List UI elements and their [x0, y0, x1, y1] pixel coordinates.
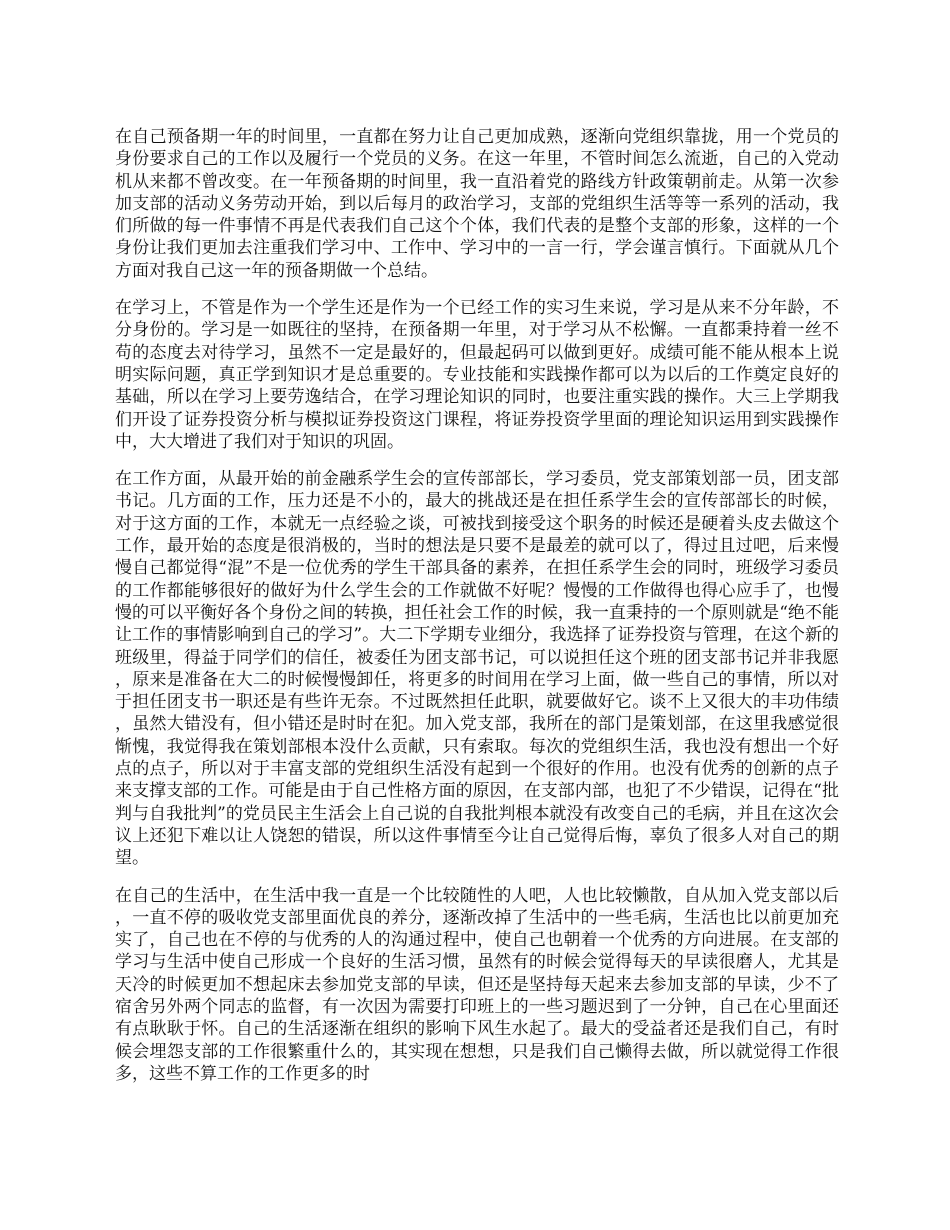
paragraph-work: 在工作方面，从最开始的前金融系学生会的宣传部部长，学习委员，党支部策划部一员，团支部书记。几方面的工作，压力还是不小的，最大的挑战还是在担任系学生会的宣传部部长的时候，对于这方面的工作，本就无一点经验之谈，可被找到接受这个职务的时候还是硬着头皮去做这个工作，最开始的态度是很消极的，当时的想法是只要不是最差的就可以了，得过且过吧，后来慢慢自己都觉得“混”不是一位优秀的学生干部具备的素养，在担任系学生会的同时，班级学习委员的工作都能够很好的做好为什么学生会的工作就做不好呢？慢慢的工作做得也得心应手了，也慢慢的可以平衡好各个身份之间的转换，担任社会工作的时候，我一直秉持的一个原则就是“绝不能让工作的事情影响到自己的学习”。大二下学期专业细分，我选择了证券投资与管理，在这个新的班级里，得益于同学们的信任，被委任为团支部书记，可以说担任这个班的团支部书记并非我愿，原来是准备在大二的时候慢慢卸任，将更多的时间用在学习上面，做一些自己的事情，所以对于担任团支书一职还是有些许无奈。不过既然担任此职，就要做好它。谈不上又很大的丰功伟绩，虽然大错没有，但小错还是时时在犯。加入党支部，我所在的部门是策划部，在这里我感觉很惭愧，我觉得我在策划部根本没什么贡献，只有索取。每次的党组织生活，我也没有想出一个好点的点子，所以对于丰富支部的党组织生活没有起到一个很好的作用。也没有优秀的创新的点子来支撑支部的工作。可能是由于自己性格方面的原因，在支部内部，也犯了不少错误，记得在“批判与自我批判”的党员民主生活会上自己说的自我批判根本就没有改变自己的毛病，并且在这次会议上还犯下难以让人饶恕的错误，所以这件事情至今让自己觉得后悔，辜负了很多人对自己的期望。	[115, 469, 839, 869]
document-page	[115, 126, 839, 1085]
paragraph-life: 在自己的生活中，在生活中我一直是一个比较随性的人吧，人也比较懒散，自从加入党支部以后，一直不停的吸收党支部里面优良的养分，逐渐改掉了生活中的一些毛病，生活也比以前更加充实了，自己也在不停的与优秀的人的沟通过程中，使自己也朝着一个优秀的方向进展。在支部的学习与生活中使自己形成一个良好的生活习惯，虽然有的时候会觉得每天的早读很磨人，尤其是天冷的时候更加不想起床去参加党支部的早读，但还是坚持每天起来去参加支部的早读，少不了宿舍另外两个同志的监督，有一次因为需要打印班上的一些习题迟到了一分钟，自己在心里面还有点耿耿于怀。自己的生活逐渐在组织的影响下风生水起了。最大的受益者还是我们自己，有时候会埋怨支部的工作很繁重什么的，其实现在想想，只是我们自己懒得去做，所以就觉得工作很多，这些不算工作的工作更多的时	[115, 885, 839, 1084]
paragraph-intro: 在自己预备期一年的时间里，一直都在努力让自己更加成熟，逐渐向党组织靠拢，用一个党员的身份要求自己的工作以及履行一个党员的义务。在这一年里，不管时间怎么流逝，自己的入党动机从来都不曾改变。在一年预备期的时间里，我一直沿着党的路线方针政策朝前走。从第一次参加支部的活动义务劳动开始，到以后每月的政治学习，支部的党组织生活等等一系列的活动，我们所做的每一件事情不再是代表我们自己这个个体，我们代表的是整个支部的形象，这样的一个身份让我们更加去注重我们学习中、工作中、学习中的一言一行，学会谨言慎行。下面就从几个方面对我自己这一年的预备期做一个总结。	[115, 127, 839, 281]
paragraph-study: 在学习上，不管是作为一个学生还是作为一个已经工作的实习生来说，学习是从来不分年龄，不分身份的。学习是一如既往的坚持，在预备期一年里，对于学习从不松懈。一直都秉持着一丝不苟的态度去对待学习，虽然不一定是最好的，但最起码可以做到更好。成绩可能不能从根本上说明实际问题，真正学到知识才是总重要的。专业技能和实践操作都可以为以后的工作奠定良好的基础，所以在学习上要劳逸结合，在学习理论知识的同时，也要注重实践的操作。大三上学期我们开设了证券投资分析与模拟证券投资这门课程，将证券投资学里面的理论知识运用到实践操作中，大大增进了我们对于知识的巩固。	[115, 298, 839, 452]
